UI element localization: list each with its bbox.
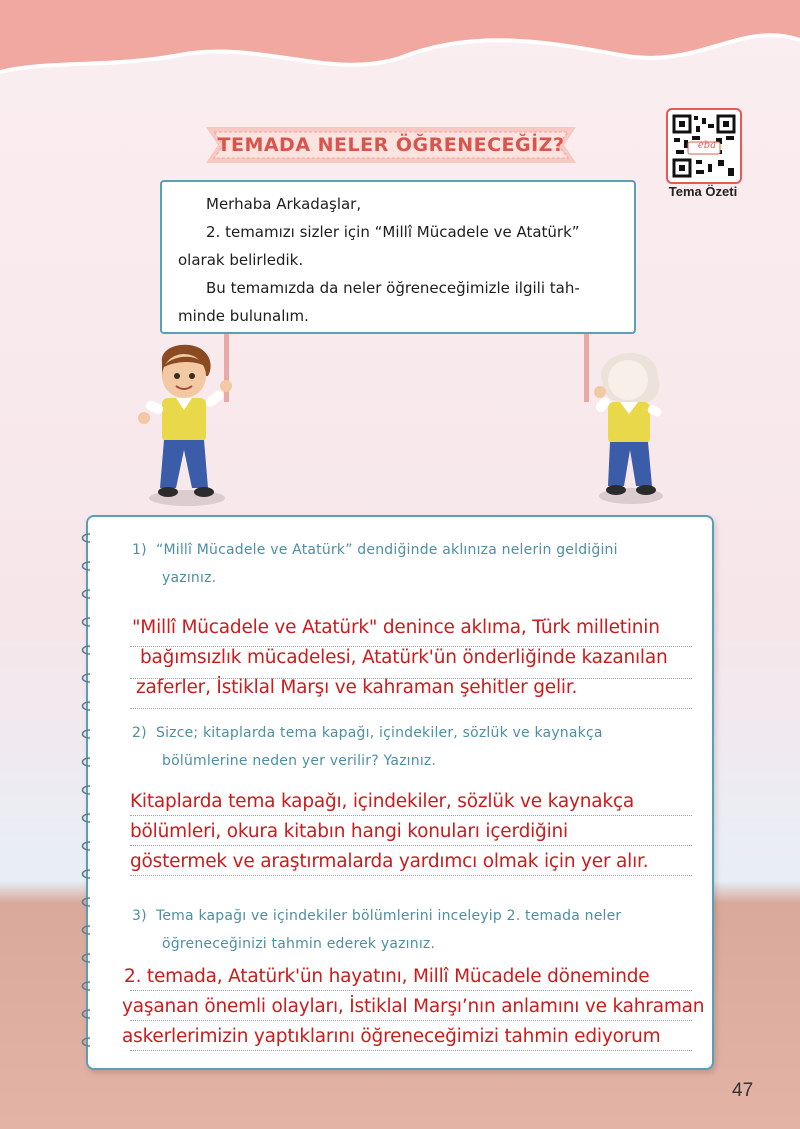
qr-label: Tema Özeti (668, 184, 738, 199)
intro-sign (160, 180, 636, 334)
answer-1-line-2: bağımsızlık mücadelesi, Atatürk'ün önderliğinde kazanılan (140, 647, 668, 668)
answer-1-dotted-line (130, 708, 692, 709)
question-2 (132, 719, 702, 775)
girl-illustration (586, 340, 676, 506)
answer-3[interactable] (122, 962, 722, 1052)
answer-1-line-3: zaferler, İstiklal Marşı ve kahraman şehitler gelir. (136, 677, 578, 698)
question-1-line-1: “Millî Mücadele ve Atatürk” dendiğinde aklınıza nelerin geldiğini (156, 542, 618, 558)
question-3 (132, 902, 702, 958)
question-1-line-2: yazınız. (162, 570, 217, 586)
answer-3-line-2: yaşanan önemli olayları, İstiklal Marşı’nın anlamını ve kahraman (122, 996, 705, 1017)
notebook-spiral (76, 530, 100, 1060)
answer-2-line-3: göstermek ve araştırmalarda yardımcı olmak için yer alır. (130, 851, 649, 872)
banner-title: TEMADA NELER ÖĞRENECEĞİZ? (217, 134, 565, 156)
top-wave-decoration (0, 0, 800, 90)
answer-1[interactable] (130, 613, 710, 703)
question-3-number: 3) (132, 908, 147, 924)
eba-badge: eba (697, 140, 717, 151)
section-banner (206, 124, 576, 166)
answer-2-line-2: bölümleri, okura kitabın hangi konuları içerdiğini (130, 821, 569, 842)
intro-line-3: Bu temamızda da neler öğreneceğimizle ilgili tah- (206, 279, 580, 297)
intro-line-4: minde bulunalım. (178, 307, 309, 325)
question-2-line-1: Sizce; kitaplarda tema kapağı, içindekiler, sözlük ve kaynakça (156, 725, 603, 741)
answer-1-line-1: "Millî Mücadele ve Atatürk" denince aklıma, Türk milletinin (132, 617, 660, 638)
question-1 (132, 536, 702, 592)
intro-line-1: 2. temamızı sizler için “Millî Mücadele ve Atatürk” (206, 223, 580, 241)
question-1-number: 1) (132, 542, 147, 558)
answer-2[interactable] (130, 787, 710, 877)
answer-3-line-3: askerlerimizin yaptıklarını öğreneceğimizi tahmin ediyorum (122, 1026, 661, 1047)
intro-greeting: Merhaba Arkadaşlar, (206, 195, 362, 213)
boy-illustration (132, 342, 242, 508)
question-2-line-2: bölümlerine neden yer verilir? Yazınız. (162, 753, 437, 769)
intro-line-2: olarak belirledik. (178, 251, 304, 269)
question-3-line-1: Tema kapağı ve içindekiler bölümlerini inceleyip 2. temada neler (156, 908, 622, 924)
question-2-number: 2) (132, 725, 147, 741)
answer-3-line-1: 2. temada, Atatürk'ün hayatını, Millî Mücadele döneminde (124, 966, 650, 987)
answer-2-line-1: Kitaplarda tema kapağı, içindekiler, sözlük ve kaynakça (130, 791, 634, 812)
question-3-line-2: öğreneceğinizi tahmin ederek yazınız. (162, 936, 436, 952)
page-number: 47 (732, 1080, 754, 1101)
